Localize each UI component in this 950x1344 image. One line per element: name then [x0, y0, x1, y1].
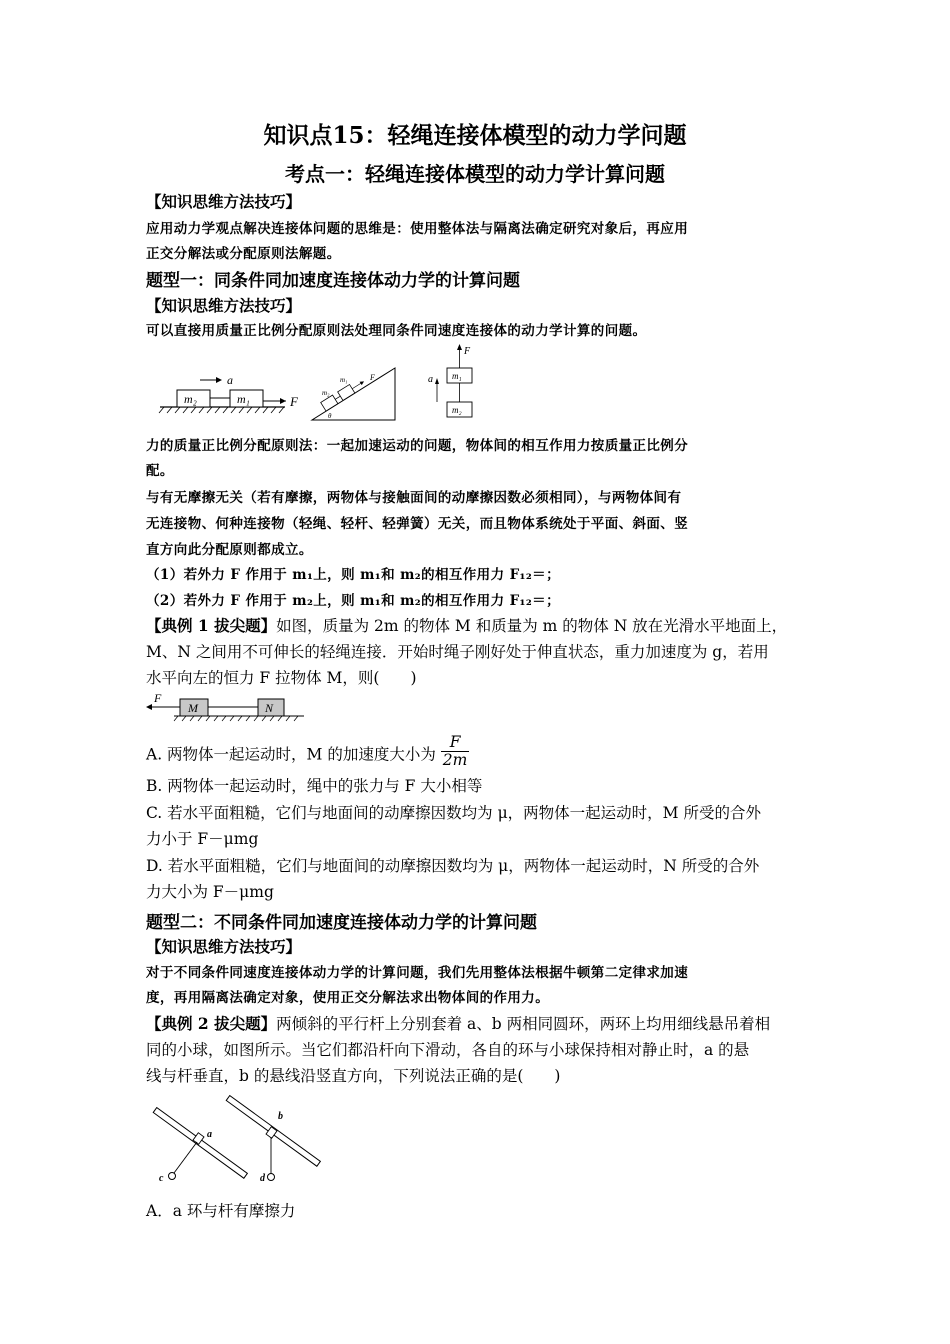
label-m2: m₂	[184, 392, 197, 406]
vert-label-a: a	[428, 374, 433, 385]
example-1-line-2: M、N 之间用不可伸长的轻绳连接．开始时绳子刚好处于伸直状态，重力加速度为 g，若用	[146, 643, 769, 661]
example-1-label: 【典例 1 拔尖题】	[146, 616, 277, 635]
incline-label-m2: m₂	[322, 389, 330, 397]
option-C-line-2: 力小于 F－μmg	[146, 830, 259, 848]
tip-heading: 【知识思维方法技巧】	[146, 192, 302, 211]
type2-tip-line-1: 对于不同条件同速度连接体动力学的计算问题，我们先用整体法根据牛顿第二定律求加速	[146, 965, 689, 981]
example-2-text: 两倾斜的平行杆上分别套着 a、b 两相同圆环，两环上均用细线悬吊着相	[276, 1015, 771, 1033]
ball-d	[268, 1174, 275, 1181]
case-2: （2）若外力 F 作用于 m₂上，则 m₁和 m₂的相互作用力 F₁₂＝；	[146, 593, 560, 609]
example-1-text: 如图，质量为 2m 的物体 M 和质量为 m 的物体 N 放在光滑水平地面上，	[276, 617, 788, 635]
fig2-label-M: M	[188, 701, 198, 715]
rod-a	[153, 1108, 247, 1179]
rule-line-1: 力的质量正比例分配原则法：一起加速运动的问题，物体间的相互作用力按质量正比例分	[146, 438, 689, 454]
example-1-line-1	[146, 614, 787, 636]
type1-tip: 可以直接用质量正比例分配原则法处理同条件同速度连接体的动力学计算的问题。	[146, 323, 647, 339]
rule-line-2: 配。	[146, 463, 174, 479]
example-2-label: 【典例 2 拔尖题】	[146, 1014, 277, 1033]
type2-tip-line-2: 度，再用隔离法确定对象，使用正交分解法求出物体间的作用力。	[146, 990, 550, 1006]
option-D-line-1: D. 若水平面粗糙，它们与地面间的动摩擦因数均为 μ，两物体一起运动时，N 所受的合外	[146, 857, 760, 875]
option-A-fraction	[441, 734, 470, 769]
example-2-option-A: A．a 环与杆有摩擦力	[146, 1202, 296, 1220]
label-a: a	[227, 373, 233, 387]
option-B: B. 两物体一起运动时，绳中的张力与 F 大小相等	[146, 777, 483, 795]
intro-line-2: 正交分解法或分配原则法解题。	[146, 246, 341, 262]
rule2-line-2: 无连接物、何种连接物（轻绳、轻杆、轻弹簧）无关，而且物体系统处于平面、斜面、竖	[146, 516, 689, 532]
fig3-label-b: b	[278, 1111, 283, 1122]
figure-inclined-rods	[150, 1090, 325, 1190]
fraction-denominator: 2m	[442, 751, 468, 769]
example-1-line-3: 水平向左的恒力 F 拉物体 M，则( )	[146, 669, 417, 687]
rule2-line-3: 直方向此分配原则都成立。	[146, 542, 313, 558]
ball-c	[169, 1173, 176, 1180]
vert-label-m1: m₁	[452, 371, 462, 381]
rule2-line-1: 与有无摩擦无关（若有摩擦，两物体与接触面间的动摩擦因数必须相同），与两物体间有	[146, 490, 682, 506]
fraction-numerator: F	[441, 734, 470, 752]
example-2-line-3: 线与杆垂直，b 的悬线沿竖直方向，下列说法正确的是( )	[146, 1067, 561, 1085]
example-2-line-2: 同的小球，如图所示。当它们都沿杆向下滑动，各自的环与小球保持相对静止时，a 的悬	[146, 1041, 750, 1059]
incline-label-F: F	[370, 373, 375, 382]
option-D-line-2: 力大小为 F－μmg	[146, 883, 274, 901]
label-m1: m₁	[237, 392, 250, 406]
type1-tip-heading: 【知识思维方法技巧】	[146, 296, 302, 315]
label-F: F	[290, 394, 298, 409]
vert-label-F: F	[464, 346, 471, 357]
page-subtitle: 考点一：轻绳连接体模型的动力学计算问题	[285, 162, 665, 186]
type2-tip-heading: 【知识思维方法技巧】	[146, 937, 302, 956]
fig2-label-F: F	[154, 691, 162, 705]
option-A	[146, 733, 469, 773]
fig3-label-d: d	[260, 1173, 265, 1184]
option-A-text: A. 两物体一起运动时，M 的加速度大小为	[146, 745, 436, 764]
intro-line-1: 应用动力学观点解决连接体问题的思维是：使用整体法与隔离法确定研究对象后，再应用	[146, 221, 689, 237]
case-1: （1）若外力 F 作用于 m₁上，则 m₁和 m₂的相互作用力 F₁₂＝；	[146, 567, 560, 583]
page-title: 知识点15：轻绳连接体模型的动力学问题	[263, 122, 687, 149]
type2-heading: 题型二：不同条件同加速度连接体动力学的计算问题	[146, 913, 537, 933]
incline-label-m1: m₁	[340, 376, 348, 384]
vert-label-m2: m₂	[452, 405, 462, 415]
figure-connected-blocks	[150, 340, 480, 425]
option-C-line-1: C. 若水平面粗糙，它们与地面间的动摩擦因数均为 μ，两物体一起运动时，M 所受的合外	[146, 804, 761, 822]
fig3-label-c: c	[159, 1173, 164, 1184]
type1-heading: 题型一：同条件同加速度连接体动力学的计算问题	[146, 271, 520, 291]
fig2-label-N: N	[265, 701, 274, 715]
figure-rope-blocks	[146, 690, 306, 726]
fig3-label-a: a	[207, 1129, 212, 1140]
incline-theta: θ	[328, 412, 332, 420]
example-2-line-1	[146, 1012, 770, 1034]
